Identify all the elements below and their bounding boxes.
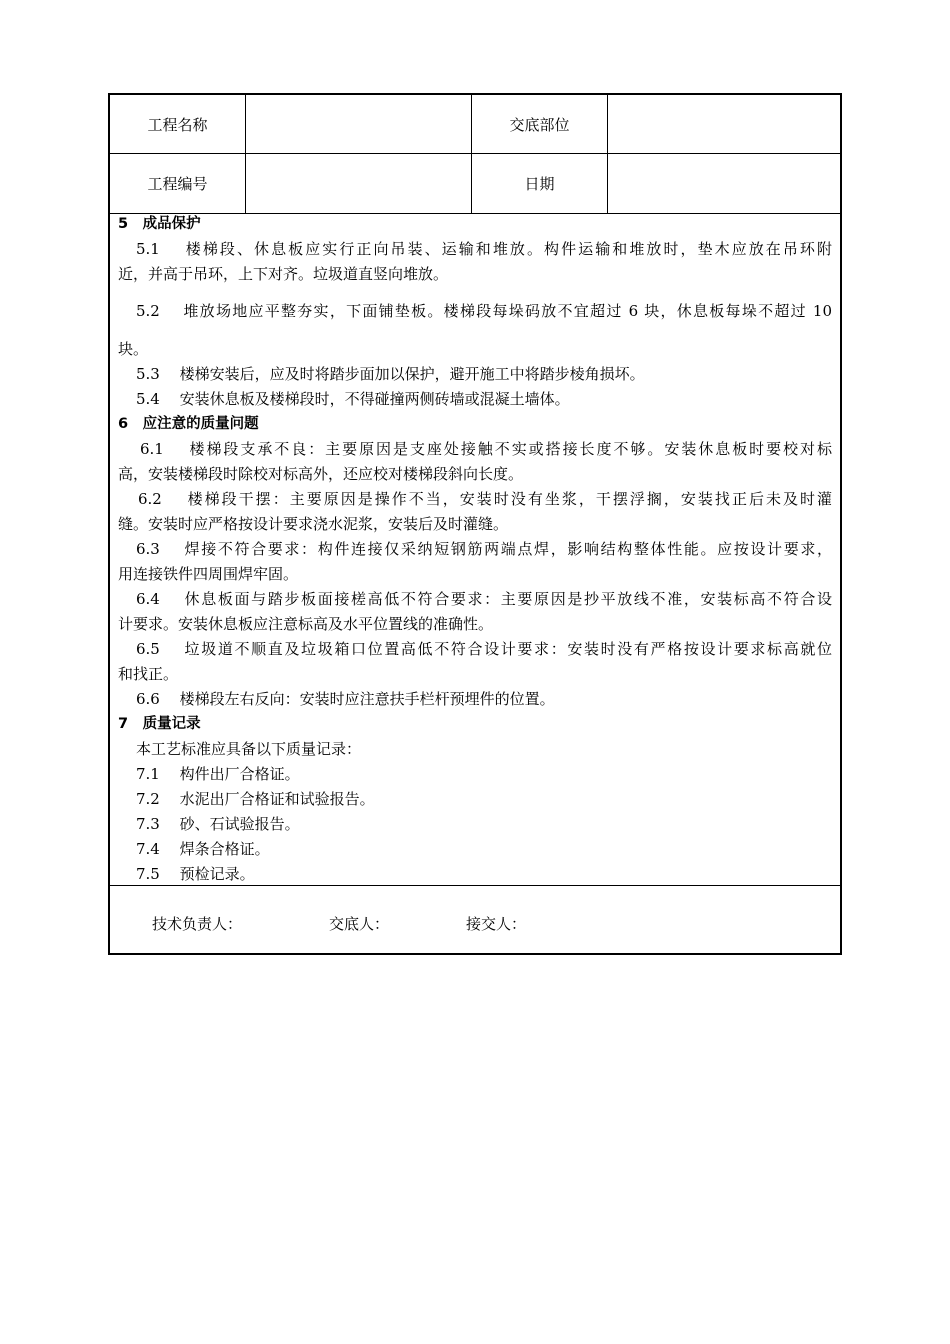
- tech-lead-signature-label: 技术负责人：: [152, 915, 243, 933]
- paragraph-6-4-line-1: 6.4 休息板面与踏步板面接槎高低不符合要求：主要原因是抄平放线不准，安装标高不符合设: [136, 590, 832, 608]
- paragraph-6-5-line-2: 和找正。: [118, 665, 179, 683]
- handover-part-field[interactable]: [608, 95, 840, 153]
- paragraph-6-3-line-1: 6.3 焊接不符合要求：构件连接仅采纳短钢筋两端点焊，影响结构整体性能。应按设计要求，: [136, 540, 832, 558]
- paragraph-5-4: 5.4 安装休息板及楼梯段时，不得碰撞两侧砖墙或混凝土墙体。: [136, 390, 570, 408]
- date-label: 日期: [524, 175, 555, 193]
- paragraph-6-6: 6.6 楼梯段左右反向：安装时应注意扶手栏杆预埋件的位置。: [136, 690, 555, 708]
- paragraph-6-2-line-2: 缝。安装时应严格按设计要求浇水泥浆，安装后及时灌缝。: [118, 515, 509, 533]
- project-name-label: 工程名称: [147, 115, 208, 134]
- date-field[interactable]: [608, 154, 840, 213]
- paragraph-7-4: 7.4 焊条合格证。: [136, 840, 270, 858]
- handover-form: [108, 93, 842, 955]
- row-divider: [110, 213, 840, 214]
- handover-person-signature-label: 交底人：: [329, 915, 390, 933]
- paragraph-7-intro: 本工艺标准应具备以下质量记录：: [136, 740, 362, 758]
- project-number-field[interactable]: [246, 154, 471, 213]
- section-6-heading: 6 应注意的质量问题: [118, 416, 259, 432]
- paragraph-6-1-line-2: 高，安装楼梯段时除校对标高外，还应校对楼梯段斜向长度。: [118, 465, 524, 483]
- handover-part-label: 交底部位: [509, 115, 570, 134]
- paragraph-7-3: 7.3 砂、石试验报告。: [136, 815, 300, 833]
- paragraph-5-2-line-2: 块。: [118, 340, 149, 358]
- paragraph-5-3: 5.3 楼梯安装后，应及时将踏步面加以保护，避开施工中将踏步棱角损坏。: [136, 365, 645, 383]
- paragraph-6-4-line-2: 计要求。安装休息板应注意标高及水平位置线的准确性。: [118, 615, 494, 633]
- row-divider: [110, 885, 840, 886]
- paragraph-6-1-line-1: 6.1 楼梯段支承不良：主要原因是支座处接触不实或搭接长度不够。安装休息板时要校对标: [140, 440, 832, 458]
- paragraph-5-2-line-1: 5.2 堆放场地应平整夯实，下面铺垫板。楼梯段每垛码放不宜超过 6 块，休息板每垛不超过 10: [136, 302, 832, 320]
- paragraph-7-1: 7.1 构件出厂合格证。: [136, 765, 300, 783]
- paragraph-7-2: 7.2 水泥出厂合格证和试验报告。: [136, 790, 375, 808]
- paragraph-7-5: 7.5 预检记录。: [136, 865, 255, 883]
- receiver-signature-label: 接交人：: [466, 915, 527, 933]
- project-name-field[interactable]: [246, 95, 471, 153]
- paragraph-5-1-line-1: 5.1 楼梯段、休息板应实行正向吊装、运输和堆放。构件运输和堆放时，垫木应放在吊环附: [136, 240, 832, 258]
- section-5-heading: 5 成品保护: [118, 216, 201, 232]
- paragraph-6-2-line-1: 6.2 楼梯段干摆：主要原因是操作不当，安装时没有坐浆，干摆浮搁，安装找正后未及时灌: [138, 490, 832, 508]
- project-number-label: 工程编号: [147, 175, 208, 193]
- paragraph-6-5-line-1: 6.5 垃圾道不顺直及垃圾箱口位置高低不符合设计要求：安装时没有严格按设计要求标高就位: [136, 640, 832, 658]
- paragraph-5-1-line-2: 近，并高于吊环，上下对齐。垃圾道直竖向堆放。: [118, 265, 449, 283]
- paragraph-6-3-line-2: 用连接铁件四周围焊牢固。: [118, 565, 299, 583]
- section-7-heading: 7 质量记录: [118, 716, 201, 732]
